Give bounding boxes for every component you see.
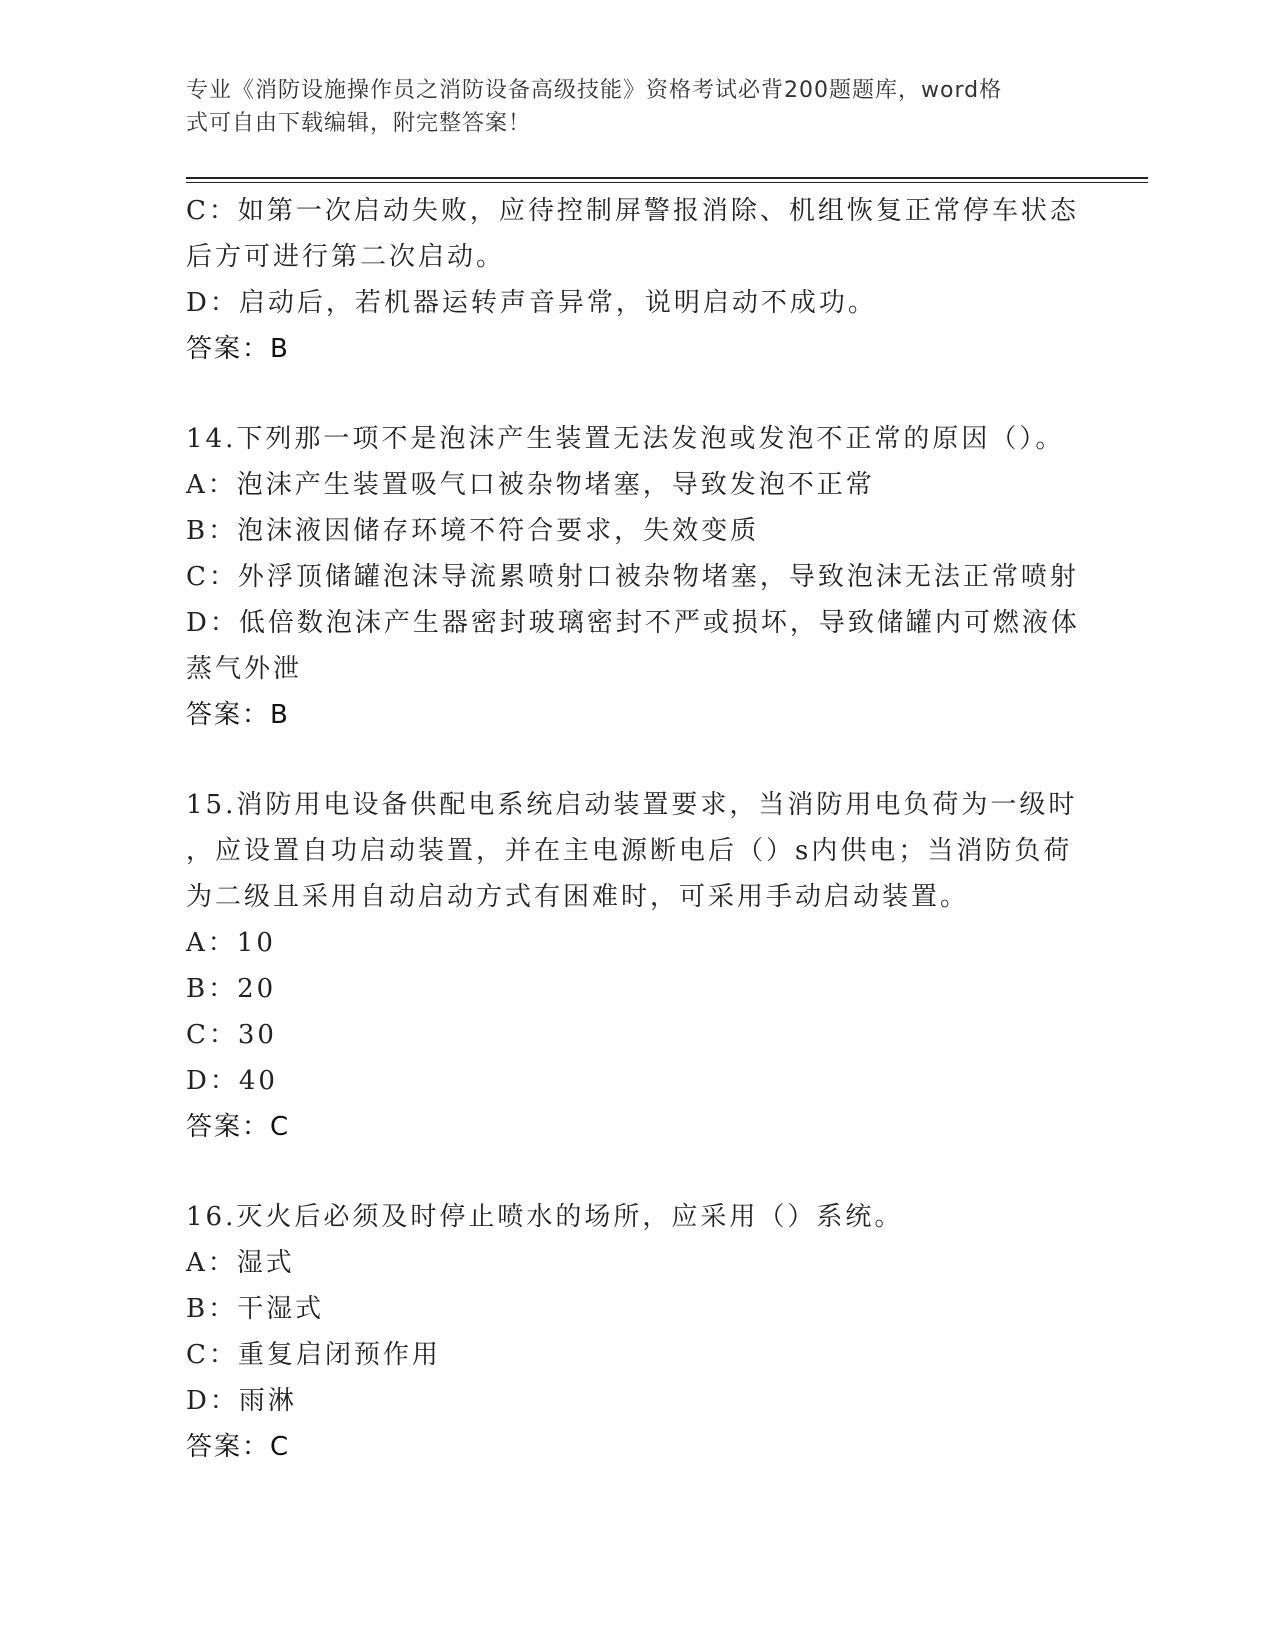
option-d: D：雨淋 <box>186 1386 297 1416</box>
option-c: C：30 <box>186 1020 277 1050</box>
question-stem: 16.灭火后必须及时停止喷水的场所，应采用（）系统。 <box>186 1202 904 1232</box>
option-a: A：10 <box>186 928 276 958</box>
question-list <box>186 188 1086 1470</box>
option-d: D：低倍数泡沫产生器密封玻璃密封不严或损坏，导致储罐内可燃液体 <box>186 608 1080 638</box>
option-d: D：40 <box>186 1066 278 1096</box>
question-16 <box>186 1194 1086 1470</box>
option-c: C：如第一次启动失败，应待控制屏警报消除、机组恢复正常停车状态 <box>186 196 1079 226</box>
option-b: B：20 <box>186 974 277 1004</box>
document-header <box>186 74 1066 140</box>
header-divider-thick <box>186 177 1148 179</box>
spacer <box>186 1150 1086 1194</box>
option-d: D：启动后，若机器运转声音异常，说明启动不成功。 <box>186 288 877 318</box>
option-a: A：湿式 <box>186 1248 295 1278</box>
answer-label: 答案：C <box>186 1432 291 1462</box>
question-stem: 15.消防用电设备供配电系统启动装置要求，当消防用电负荷为一级时 <box>186 790 1078 820</box>
question-stem: 14.下列那一项不是泡沫产生装置无法发泡或发泡不正常的原因（）。 <box>186 424 1065 454</box>
question-14 <box>186 416 1086 738</box>
header-line-1: 专业《消防设施操作员之消防设备高级技能》资格考试必背200题题库，word格 <box>186 78 1003 103</box>
option-b: B：干湿式 <box>186 1294 325 1324</box>
answer-label: 答案：B <box>186 700 290 730</box>
question-15 <box>186 782 1086 1150</box>
question-stem-continued: 为二级且采用自动启动方式有困难时，可采用手动启动装置。 <box>186 882 970 912</box>
answer-label: 答案：C <box>186 1112 291 1142</box>
option-d-continued: 蒸气外泄 <box>186 654 303 684</box>
header-divider-thin <box>186 182 1148 183</box>
option-c: C：重复启闭预作用 <box>186 1340 441 1370</box>
spacer <box>186 372 1086 416</box>
option-b: B：泡沫液因储存环境不符合要求，失效变质 <box>186 516 760 546</box>
answer-label: 答案：B <box>186 334 290 364</box>
spacer <box>186 738 1086 782</box>
question-13-tail <box>186 188 1086 372</box>
option-c: C：外浮顶储罐泡沫导流累喷射口被杂物堵塞，导致泡沫无法正常喷射 <box>186 562 1079 592</box>
option-c-continued: 后方可进行第二次启动。 <box>186 242 506 272</box>
header-line-2: 式可自由下载编辑，附完整答案！ <box>186 111 532 136</box>
question-stem-continued: ，应设置自功启动装置，并在主电源断电后（）s内供电；当消防负荷 <box>186 836 1073 866</box>
option-a: A：泡沫产生装置吸气口被杂物堵塞，导致发泡不正常 <box>186 470 875 500</box>
